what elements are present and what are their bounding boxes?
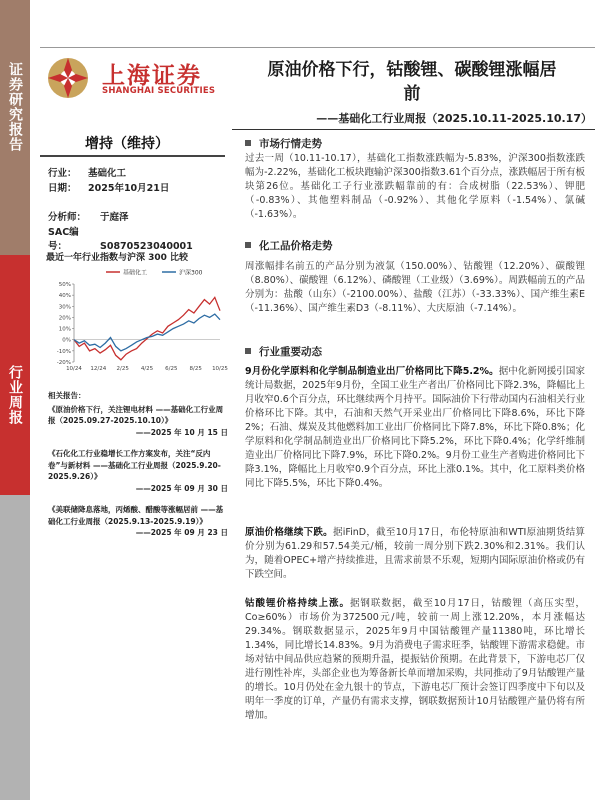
meta-analyst-label: 分析师： xyxy=(48,212,87,223)
related-item xyxy=(48,504,228,539)
sidebar-band xyxy=(0,0,30,800)
sidebar-top-label: 证券研究报告 xyxy=(7,62,23,152)
section-heading-market xyxy=(245,136,322,151)
price-paragraph: 周涨幅排名前五的产品分别为液氯（150.00%）、钴酸锂（12.20%）、碳酸锂（8.80%）、碳酸锂（6.12%）、磷酸锂（工业级）（3.69%）。周跌幅前五的产品分别为：盐酸（山东）（-2100.00%）、盐酸（江苏）（-33.33%）、国产维生素E（-11.36%）、国产维生素D3（-8.11%）、大庆原油（-7.14%）。 xyxy=(245,261,585,314)
meta-date-value: 2025年10月21日 xyxy=(88,183,170,194)
y-tick-label: 40% xyxy=(58,293,71,300)
x-tick-label: 4/25 xyxy=(140,366,154,372)
report-title xyxy=(232,58,592,106)
related-heading: 相关报告： xyxy=(48,391,86,400)
y-tick-label: 0% xyxy=(62,337,71,344)
meta-sac xyxy=(48,224,193,252)
dynamic-paragraph-3 xyxy=(245,597,585,723)
y-tick-label: 30% xyxy=(58,304,71,311)
related-item-date: ——2025 年 10 月 15 日 xyxy=(135,427,228,437)
y-tick-label: 10% xyxy=(58,326,71,333)
x-tick-label: 10/25 xyxy=(212,366,228,372)
meta-date xyxy=(48,180,169,194)
x-tick-label: 12/24 xyxy=(90,366,107,372)
logo-name-cn: 上海证券 xyxy=(102,63,202,89)
related-item-date: ——2025 年 09 月 23 日 xyxy=(135,528,228,537)
dynamic-paragraph-2 xyxy=(245,526,585,582)
square-bullet-icon xyxy=(245,242,251,248)
sidebar-bottom-block xyxy=(0,495,30,800)
report-title-line2: 前 xyxy=(403,84,421,104)
report-subtitle: ——基础化工行业周报（2025.10.11-2025.10.17） xyxy=(316,112,592,125)
section-heading-price xyxy=(245,238,333,253)
meta-industry xyxy=(48,165,126,179)
company-logo xyxy=(42,55,222,101)
dynamic-paragraph-lead: 钴酸锂价格持续上涨。 xyxy=(245,598,350,609)
meta-analyst xyxy=(48,209,129,223)
meta-industry-value: 基础化工 xyxy=(88,168,127,179)
related-item xyxy=(48,404,228,439)
rating: 增持（维持） xyxy=(85,136,169,152)
related-item-date: ——2025 年 09 月 30 日 xyxy=(135,483,228,493)
related-item xyxy=(48,448,228,494)
meta-sac-value: S0870523040001 xyxy=(100,241,193,252)
y-tick-label: -10% xyxy=(56,348,71,355)
y-tick-label: -20% xyxy=(56,360,71,366)
meta-analyst-value: 于庭泽 xyxy=(100,212,129,223)
dynamic-paragraph-lead: 原油价格继续下跌。 xyxy=(245,527,333,538)
dynamic-paragraph-body: 据iFinD，截至10月17日，布伦特原油和WTI原油期货结算价分别为61.29和57.54美元/桶，较前一周分别下跌2.30%和2.31%。我们认为，随着OPEC+增产持续推进，且需求前景不乐观，短期内国际原油价格或仍有下跌空间。 xyxy=(245,527,585,580)
dynamic-paragraph-1 xyxy=(245,365,585,491)
logo-emblem-icon xyxy=(42,55,94,101)
index-comparison-chart xyxy=(46,264,226,376)
top-rule xyxy=(40,47,595,48)
x-tick-label: 8/25 xyxy=(189,366,202,372)
legend-label: 沪深300 xyxy=(179,269,203,277)
section-heading-dynamic xyxy=(245,344,322,359)
report-title-line1: 原油价格下行，钴酸锂、碳酸锂涨幅居 xyxy=(267,60,557,80)
dynamic-paragraph-lead: 9月份化学原料和化学制品制造业出厂价格同比下降5.2%。 xyxy=(245,366,499,377)
market-paragraph: 过去一周（10.11-10.17），基础化工指数涨跌幅为-5.83%，沪深300指数涨跌幅为-2.22%，基础化工板块跑输沪深300指数3.61个百分点，涨跌幅居于所有板块第26位。基础化工子行业涨跌幅靠前的有：合成树脂（22.53%）、钾肥（-0.83%）、其他塑料制品（-0.92%）、其他化学原料（-1.54%）、氯碱（-1.63%）。 xyxy=(245,153,585,220)
series-line xyxy=(74,314,220,351)
related-item-text: 《石化化工行业稳增长工作方案发布，关注“反内卷”与新材料 ——基础化工行业周报（2025.9.20-2025.9.26）》 xyxy=(48,449,221,481)
y-tick-label: 20% xyxy=(58,315,71,322)
section-heading-text: 市场行情走势 xyxy=(259,138,322,150)
sidebar-mid-label: 行业周报 xyxy=(7,365,23,425)
related-item-text: 《原油价格下行，关注锂电材料 ——基础化工行业周报（2025.09.27-2025.10.10）》 xyxy=(48,404,224,425)
related-reports xyxy=(48,390,228,539)
square-bullet-icon xyxy=(245,140,251,146)
series-line xyxy=(74,297,220,359)
x-tick-label: 10/24 xyxy=(66,366,82,372)
chart-title: 最近一年行业指数与沪深 300 比较 xyxy=(46,253,189,263)
x-tick-label: 2/25 xyxy=(116,366,129,372)
legend-label: 基础化工 xyxy=(123,269,148,277)
section-heading-text: 化工品价格走势 xyxy=(259,240,333,252)
meta-sac-label: SAC编号： xyxy=(48,227,79,252)
dynamic-paragraph-body: 据中化新网援引国家统计局数据，2025年9月份，全国工业生产者出厂价格同比下降2.3%，降幅比上月收窄0.6个百分点，环比继续两个月持平。国际油价下行带动国内石油相关行业价格环比下降。其中，石油和天然气开采业出厂价格同比下降8.6%，环比下降2%；石油、煤炭及其他燃料加工业出厂价格同比下降7.8%，环比下降0.8%；化学原料和化学制品制造业出厂价格同比下降5.2%，环比下降0.4%；化学纤维制造业出厂价格同比下降7.9%，环比下降0.2%。9月份工业生产者购进价格同比下降3.1%，降幅比上月收窄0.9个百分点，环比上涨0.1%。其中，化工原料类价格同比下降5.5%，环比下降0.4%。 xyxy=(245,366,585,489)
section-heading-text: 行业重要动态 xyxy=(259,346,322,358)
subtitle-rule xyxy=(232,129,595,130)
x-tick-label: 6/25 xyxy=(165,366,178,372)
y-tick-label: 50% xyxy=(58,282,71,288)
related-item-text: 《美联储降息落地，丙烯酸、醋酸等涨幅居前 ——基础化工行业周报（2025.9.13-2025.9.19）》 xyxy=(48,505,224,526)
logo-name-en: SHANGHAI SECURITIES xyxy=(102,86,216,96)
meta-industry-label: 行业： xyxy=(48,168,77,179)
rating-rule xyxy=(40,155,225,157)
square-bullet-icon xyxy=(245,348,251,354)
dynamic-paragraph-body: 据钢联数据，截至10月17日，钴酸锂（高压实型，Co≥60%）市场价为372500元/吨，较前一周上涨12.20%，本月涨幅达29.34%。钢联数据显示，2025年9月中国钴酸锂产量11380吨，环比增长1.34%，同比增长14.83%。9月为消费电子需求旺季，钴酸锂下游需求稳健。市场对钴中间品供应趋紧的预期升温，提振钴价预期。在此背景下，下游电芯厂仅进行刚性补库，头部企业也为筹备新长单而增加采购，共同推动了9月钴酸锂产量的增长。10月仍处在金九银十的节点，下游电芯厂预计会签订四季度中下旬以及明年一季度的订单，产量仍有需求支撑，钢联数据预计10月钴酸锂产量仍将有所增加。 xyxy=(245,598,585,721)
meta-date-label: 日期： xyxy=(48,183,77,194)
